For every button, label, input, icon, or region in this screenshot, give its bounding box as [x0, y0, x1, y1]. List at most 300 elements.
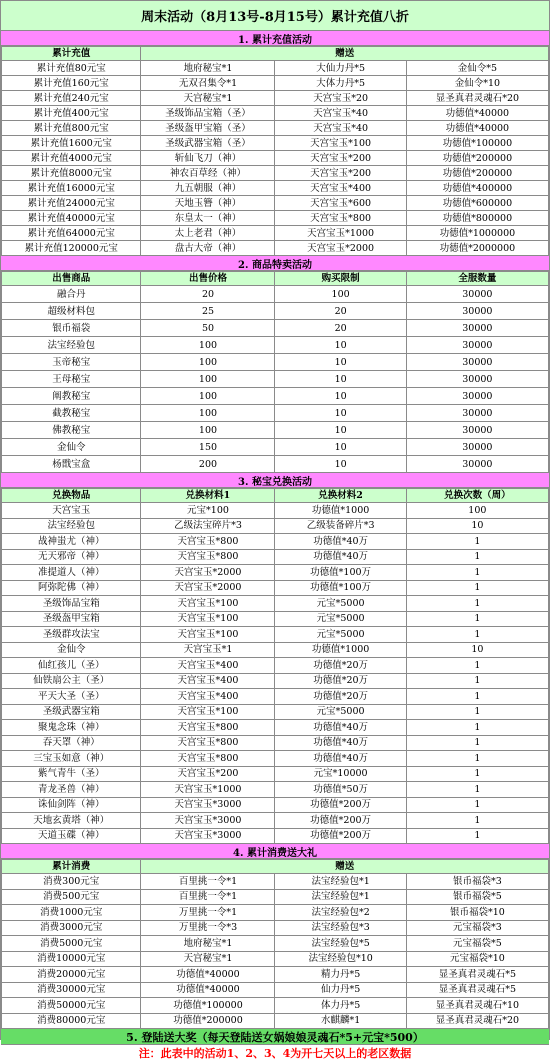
- table-row: [2, 166, 549, 181]
- table-cell: 天道玉碟（神）: [2, 828, 141, 844]
- table-cell: 功德值*800000: [406, 211, 548, 226]
- table-cell: 1: [406, 673, 548, 689]
- table-cell: 1: [406, 549, 548, 565]
- table-cell: 东皇太一（神）: [141, 211, 275, 226]
- table-cell: 天宫宝玉*40: [275, 121, 406, 136]
- table-cell: 天宫宝玉*200: [275, 166, 406, 181]
- table-cell: 法宝经验包: [2, 518, 141, 534]
- table-cell: 200: [141, 456, 275, 473]
- table-cell: 天宫秘宝*1: [141, 91, 275, 106]
- table-cell: 天宫宝玉*400: [275, 181, 406, 196]
- table-cell: 累计充值800元宝: [2, 121, 141, 136]
- table-row: [2, 658, 549, 674]
- table-cell: 累计充值1600元宝: [2, 136, 141, 151]
- table-cell: 天宫宝玉*200: [275, 151, 406, 166]
- table-cell: 天宫宝玉*100: [141, 704, 275, 720]
- table-row: [2, 503, 549, 519]
- table-cell: 10: [275, 354, 406, 371]
- table-cell: 战神蚩尤（神）: [2, 534, 141, 550]
- table-row: [2, 76, 549, 91]
- table-cell: 截教秘宝: [2, 405, 141, 422]
- table-row: [2, 889, 549, 905]
- table-cell: 1: [406, 580, 548, 596]
- table-row: [2, 782, 549, 798]
- table-cell: 天宫宝玉*3000: [141, 797, 275, 813]
- table-cell: 百里挑一令*1: [141, 889, 275, 905]
- column-header: 兑换材料1: [141, 489, 275, 503]
- table-cell: 元宝*5000: [275, 704, 406, 720]
- table-cell: 天宫宝玉*800: [141, 720, 275, 736]
- table-cell: 30000: [406, 456, 548, 473]
- table-cell: 1: [406, 565, 548, 581]
- table-cell: 1: [406, 534, 548, 550]
- table-cell: 天宫宝玉*100: [141, 627, 275, 643]
- table-cell: 紫气青牛（圣）: [2, 766, 141, 782]
- table-cell: 消费50000元宝: [2, 998, 141, 1014]
- table-cell: 天宫宝玉*1: [141, 642, 275, 658]
- section-2-rows: [2, 286, 549, 473]
- table-row: [2, 704, 549, 720]
- table-cell: 聚鬼念珠（神）: [2, 720, 141, 736]
- table-cell: 功德值*100000: [141, 998, 275, 1014]
- table-cell: 圣级群攻法宝: [2, 627, 141, 643]
- table-cell: 杨戬宝盒: [2, 456, 141, 473]
- table-cell: 天宫宝玉*800: [141, 751, 275, 767]
- table-row: [2, 456, 549, 473]
- table-cell: 天宫宝玉: [2, 503, 141, 519]
- table-cell: 10: [275, 456, 406, 473]
- table-cell: 50: [141, 320, 275, 337]
- table-cell: 功德值*200万: [275, 797, 406, 813]
- table-row: [2, 828, 549, 844]
- table-cell: 20: [141, 286, 275, 303]
- section-3-heading: 3. 秘宝兑换活动: [1, 473, 549, 488]
- table-cell: 1: [406, 689, 548, 705]
- table-cell: 元宝福袋*3: [406, 920, 548, 936]
- column-header: 兑换物品: [2, 489, 141, 503]
- table-row: [2, 766, 549, 782]
- table-cell: 累计充值120000元宝: [2, 241, 141, 256]
- table-cell: 天宫宝玉*800: [275, 211, 406, 226]
- table-cell: 功德值*40万: [275, 534, 406, 550]
- table-cell: 天宫宝玉*3000: [141, 813, 275, 829]
- table-row: [2, 998, 549, 1014]
- table-cell: 天宫秘宝*1: [141, 951, 275, 967]
- table-row: [2, 151, 549, 166]
- table-cell: 吞天罩（神）: [2, 735, 141, 751]
- column-header: 兑换材料2: [275, 489, 406, 503]
- table-cell: 功德值*400000: [406, 181, 548, 196]
- table-cell: 天宫宝玉*2000: [275, 241, 406, 256]
- table-row: [2, 627, 549, 643]
- table-cell: 25: [141, 303, 275, 320]
- table-cell: 金仙令: [2, 439, 141, 456]
- table-cell: 仙铁扇公主（圣）: [2, 673, 141, 689]
- table-cell: 30000: [406, 354, 548, 371]
- table-cell: 功德值*100万: [275, 565, 406, 581]
- table-cell: 法宝经验包: [2, 337, 141, 354]
- table-cell: 无天邪帝（神）: [2, 549, 141, 565]
- table-cell: 乙级装备碎片*3: [275, 518, 406, 534]
- table-cell: 万里挑一令*1: [141, 905, 275, 921]
- table-cell: 地府秘宝*1: [141, 61, 275, 76]
- header-cumulative-recharge: 累计充值: [2, 47, 141, 61]
- table-row: [2, 226, 549, 241]
- table-cell: 银币福袋*3: [406, 874, 548, 890]
- table-cell: 30000: [406, 405, 548, 422]
- table-cell: 30000: [406, 388, 548, 405]
- table-cell: 水麒麟*1: [275, 1013, 406, 1029]
- table-cell: 功德值*1000000: [406, 226, 548, 241]
- section-4-table: [1, 859, 549, 1029]
- table-cell: 累计充值64000元宝: [2, 226, 141, 241]
- table-cell: 30000: [406, 320, 548, 337]
- table-cell: 100: [141, 371, 275, 388]
- table-row: [2, 211, 549, 226]
- table-row: [2, 920, 549, 936]
- table-row: [2, 320, 549, 337]
- table-cell: 1: [406, 751, 548, 767]
- table-row: [2, 1013, 549, 1029]
- table-cell: 1: [406, 782, 548, 798]
- table-cell: 1: [406, 720, 548, 736]
- section-2-heading: 2. 商品特卖活动: [1, 256, 549, 271]
- table-cell: 1: [406, 813, 548, 829]
- table-row: [2, 181, 549, 196]
- table-cell: 累计充值4000元宝: [2, 151, 141, 166]
- table-cell: 功德值*40000: [406, 106, 548, 121]
- section-2-header-row: [2, 272, 549, 286]
- table-row: [2, 565, 549, 581]
- table-cell: 100: [275, 286, 406, 303]
- table-cell: 超级材料包: [2, 303, 141, 320]
- table-cell: 10: [406, 518, 548, 534]
- section-1-rows: [2, 61, 549, 256]
- table-cell: 显圣真君灵魂石*5: [406, 982, 548, 998]
- table-cell: 功德值*20万: [275, 689, 406, 705]
- table-cell: 功德值*40万: [275, 735, 406, 751]
- table-cell: 10: [275, 388, 406, 405]
- table-cell: 功德值*40000: [406, 121, 548, 136]
- table-cell: 10: [406, 642, 548, 658]
- table-row: [2, 61, 549, 76]
- table-cell: 精力丹*5: [275, 967, 406, 983]
- table-cell: 仙红孩儿（圣）: [2, 658, 141, 674]
- table-cell: 天宫宝玉*800: [141, 735, 275, 751]
- table-cell: 30000: [406, 337, 548, 354]
- table-cell: 天宫宝玉*400: [141, 689, 275, 705]
- table-row: [2, 936, 549, 952]
- table-cell: 天宫宝玉*2000: [141, 580, 275, 596]
- table-cell: 天宫宝玉*200: [141, 766, 275, 782]
- table-cell: 消费500元宝: [2, 889, 141, 905]
- table-cell: 大体力丹*5: [275, 76, 406, 91]
- table-row: [2, 596, 549, 612]
- table-row: [2, 91, 549, 106]
- table-cell: 功德值*200000: [141, 1013, 275, 1029]
- table-row: [2, 905, 549, 921]
- table-cell: 10: [275, 439, 406, 456]
- table-row: [2, 534, 549, 550]
- table-cell: 功德值*20万: [275, 673, 406, 689]
- column-header: 全服数量: [406, 272, 548, 286]
- table-cell: 元宝*5000: [275, 611, 406, 627]
- table-cell: 圣级饰品宝箱（圣）: [141, 106, 275, 121]
- table-cell: 1: [406, 828, 548, 844]
- table-cell: 金仙令: [2, 642, 141, 658]
- table-row: [2, 580, 549, 596]
- table-cell: 法宝经验包*1: [275, 874, 406, 890]
- table-cell: 消费3000元宝: [2, 920, 141, 936]
- table-cell: 太上老君（神）: [141, 226, 275, 241]
- table-row: [2, 642, 549, 658]
- table-cell: 天宫宝玉*400: [141, 673, 275, 689]
- table-cell: 天地玉簪（神）: [141, 196, 275, 211]
- table-cell: 金仙令*5: [406, 61, 548, 76]
- table-row: [2, 797, 549, 813]
- table-cell: 功德值*40万: [275, 751, 406, 767]
- table-cell: 阿弥陀佛（神）: [2, 580, 141, 596]
- table-cell: 天宫宝玉*100: [275, 136, 406, 151]
- table-cell: 功德值*600000: [406, 196, 548, 211]
- table-cell: 30000: [406, 371, 548, 388]
- table-row: [2, 735, 549, 751]
- table-cell: 100: [141, 422, 275, 439]
- table-cell: 天宫宝玉*1000: [141, 782, 275, 798]
- table-cell: 累计充值240元宝: [2, 91, 141, 106]
- table-row: [2, 874, 549, 890]
- table-cell: 显圣真君灵魂石*10: [406, 998, 548, 1014]
- column-header: 购买限制: [275, 272, 406, 286]
- table-cell: 盘古大帝（神）: [141, 241, 275, 256]
- table-row: [2, 303, 549, 320]
- table-row: [2, 549, 549, 565]
- table-cell: 100: [141, 354, 275, 371]
- section-3-table: [1, 488, 549, 844]
- table-cell: 王母秘宝: [2, 371, 141, 388]
- table-cell: 10: [275, 405, 406, 422]
- table-row: [2, 982, 549, 998]
- table-cell: 30000: [406, 439, 548, 456]
- section-3-header-row: [2, 489, 549, 503]
- table-cell: 1: [406, 797, 548, 813]
- table-cell: 1: [406, 735, 548, 751]
- table-row: [2, 422, 549, 439]
- table-cell: 佛教秘宝: [2, 422, 141, 439]
- table-cell: 消费10000元宝: [2, 951, 141, 967]
- table-cell: 元宝*5000: [275, 627, 406, 643]
- table-cell: 1: [406, 627, 548, 643]
- table-cell: 天宫宝玉*1000: [275, 226, 406, 241]
- table-cell: 元宝*10000: [275, 766, 406, 782]
- table-cell: 元宝*5000: [275, 596, 406, 612]
- section-4-heading: 4. 累计消费送大礼: [1, 844, 549, 859]
- header-gift: 赠送: [141, 47, 549, 61]
- table-cell: 元宝*100: [141, 503, 275, 519]
- table-row: [2, 241, 549, 256]
- table-cell: 体力丹*5: [275, 998, 406, 1014]
- table-row: [2, 405, 549, 422]
- header-gift: 赠送: [141, 860, 549, 874]
- table-cell: 乙级法宝碎片*3: [141, 518, 275, 534]
- table-cell: 准提道人（神）: [2, 565, 141, 581]
- table-cell: 圣级盔甲宝箱: [2, 611, 141, 627]
- table-cell: 功德值*40万: [275, 549, 406, 565]
- table-cell: 功德值*40万: [275, 720, 406, 736]
- table-cell: 法宝经验包*3: [275, 920, 406, 936]
- table-cell: 100: [141, 388, 275, 405]
- table-cell: 功德值*100万: [275, 580, 406, 596]
- login-reward-banner: 5. 登陆送大奖（每天登陆送女娲娘娘灵魂石*5+元宝*500）: [1, 1029, 549, 1045]
- table-cell: 天宫宝玉*2000: [141, 565, 275, 581]
- table-row: [2, 689, 549, 705]
- table-cell: 天宫宝玉*800: [141, 534, 275, 550]
- table-cell: 圣级盔甲宝箱（圣）: [141, 121, 275, 136]
- table-cell: 功德值*200万: [275, 813, 406, 829]
- table-cell: 30000: [406, 286, 548, 303]
- section-2-table: [1, 271, 549, 473]
- table-cell: 天宫宝玉*400: [141, 658, 275, 674]
- table-cell: 三宝玉如意（神）: [2, 751, 141, 767]
- table-cell: 消费1000元宝: [2, 905, 141, 921]
- table-cell: 百里挑一令*1: [141, 874, 275, 890]
- table-cell: 地府秘宝*1: [141, 936, 275, 952]
- table-cell: 30000: [406, 303, 548, 320]
- table-cell: 显圣真君灵魂石*20: [406, 91, 548, 106]
- table-cell: 1: [406, 596, 548, 612]
- table-cell: 仙力丹*5: [275, 982, 406, 998]
- table-cell: 100: [141, 405, 275, 422]
- table-row: [2, 136, 549, 151]
- table-row: [2, 720, 549, 736]
- table-row: [2, 813, 549, 829]
- table-row: [2, 121, 549, 136]
- table-cell: 法宝经验包*10: [275, 951, 406, 967]
- table-cell: 斩仙飞刀（神）: [141, 151, 275, 166]
- header-cumulative-spend: 累计消费: [2, 860, 141, 874]
- table-row: [2, 751, 549, 767]
- table-cell: 显圣真君灵魂石*5: [406, 967, 548, 983]
- table-cell: 累计充值40000元宝: [2, 211, 141, 226]
- table-cell: 融合丹: [2, 286, 141, 303]
- table-cell: 功德值*2000000: [406, 241, 548, 256]
- table-row: [2, 286, 549, 303]
- table-cell: 法宝经验包*5: [275, 936, 406, 952]
- table-row: [2, 388, 549, 405]
- table-cell: 1: [406, 611, 548, 627]
- table-row: [2, 518, 549, 534]
- table-cell: 30000: [406, 422, 548, 439]
- table-cell: 天宫宝玉*100: [141, 611, 275, 627]
- table-cell: 法宝经验包*1: [275, 889, 406, 905]
- table-cell: 天宫宝玉*600: [275, 196, 406, 211]
- table-row: [2, 951, 549, 967]
- table-cell: 金仙令*10: [406, 76, 548, 91]
- table-cell: 银币福袋*10: [406, 905, 548, 921]
- table-cell: 九五朝服（神）: [141, 181, 275, 196]
- section-4-rows: [2, 874, 549, 1029]
- table-cell: 累计充值8000元宝: [2, 166, 141, 181]
- table-cell: 累计充值24000元宝: [2, 196, 141, 211]
- table-cell: 元宝福袋*10: [406, 951, 548, 967]
- footnote: 注：此表中的活动1、2、3、4为开七天以上的老区数据: [138, 1047, 412, 1060]
- table-cell: 功德值*1000: [275, 642, 406, 658]
- table-cell: 天宫宝玉*800: [141, 549, 275, 565]
- table-cell: 功德值*20万: [275, 658, 406, 674]
- table-cell: 10: [275, 337, 406, 354]
- table-row: [2, 673, 549, 689]
- table-cell: 累计充值16000元宝: [2, 181, 141, 196]
- table-cell: 大仙力丹*5: [275, 61, 406, 76]
- table-cell: 元宝福袋*5: [406, 936, 548, 952]
- table-row: [2, 337, 549, 354]
- page-title: 周末活动（8月13号-8月15号）累计充值八折: [1, 1, 549, 31]
- table-cell: 累计充值400元宝: [2, 106, 141, 121]
- table-cell: 法宝经验包*2: [275, 905, 406, 921]
- table-cell: 消费20000元宝: [2, 967, 141, 983]
- table-row: [2, 354, 549, 371]
- table-cell: 20: [275, 303, 406, 320]
- table-row: [2, 196, 549, 211]
- table-row: [2, 611, 549, 627]
- table-cell: 1: [406, 704, 548, 720]
- table-cell: 圣级武器宝箱（圣）: [141, 136, 275, 151]
- table-cell: 神农百草经（神）: [141, 166, 275, 181]
- table-cell: 银币福袋*5: [406, 889, 548, 905]
- section-1-heading: 1. 累计充值活动: [1, 31, 549, 46]
- table-cell: 功德值*200000: [406, 166, 548, 181]
- table-cell: 150: [141, 439, 275, 456]
- table-cell: 100: [141, 337, 275, 354]
- table-cell: 1: [406, 766, 548, 782]
- table-cell: 功德值*100000: [406, 136, 548, 151]
- table-cell: 平天大圣（圣）: [2, 689, 141, 705]
- table-cell: 功德值*40000: [141, 982, 275, 998]
- table-cell: 圣级武器宝箱: [2, 704, 141, 720]
- table-cell: 万里挑一令*3: [141, 920, 275, 936]
- table-cell: 功德值*40000: [141, 967, 275, 983]
- column-header: 出售商品: [2, 272, 141, 286]
- table-cell: 累计充值160元宝: [2, 76, 141, 91]
- table-cell: 阐教秘宝: [2, 388, 141, 405]
- table-cell: 10: [275, 422, 406, 439]
- table-cell: 消费300元宝: [2, 874, 141, 890]
- table-cell: 显圣真君灵魂石*20: [406, 1013, 548, 1029]
- table-cell: 消费80000元宝: [2, 1013, 141, 1029]
- table-cell: 累计充值80元宝: [2, 61, 141, 76]
- table-cell: 玉帝秘宝: [2, 354, 141, 371]
- table-cell: 银币福袋: [2, 320, 141, 337]
- column-header: 出售价格: [141, 272, 275, 286]
- table-row: [2, 439, 549, 456]
- table-cell: 10: [275, 371, 406, 388]
- table-cell: 功德值*50万: [275, 782, 406, 798]
- table-cell: 天地玄黄塔（神）: [2, 813, 141, 829]
- table-cell: 功德值*1000: [275, 503, 406, 519]
- table-cell: 功德值*200000: [406, 151, 548, 166]
- section-3-rows: [2, 503, 549, 844]
- table-cell: 消费5000元宝: [2, 936, 141, 952]
- table-row: [2, 106, 549, 121]
- table-cell: 1: [406, 658, 548, 674]
- table-cell: 诛仙剑阵（神）: [2, 797, 141, 813]
- table-cell: 天宫宝玉*40: [275, 106, 406, 121]
- table-row: [2, 967, 549, 983]
- table-cell: 圣级饰品宝箱: [2, 596, 141, 612]
- table-cell: 青龙圣兽（神）: [2, 782, 141, 798]
- table-cell: 天宫宝玉*20: [275, 91, 406, 106]
- table-row: [2, 371, 549, 388]
